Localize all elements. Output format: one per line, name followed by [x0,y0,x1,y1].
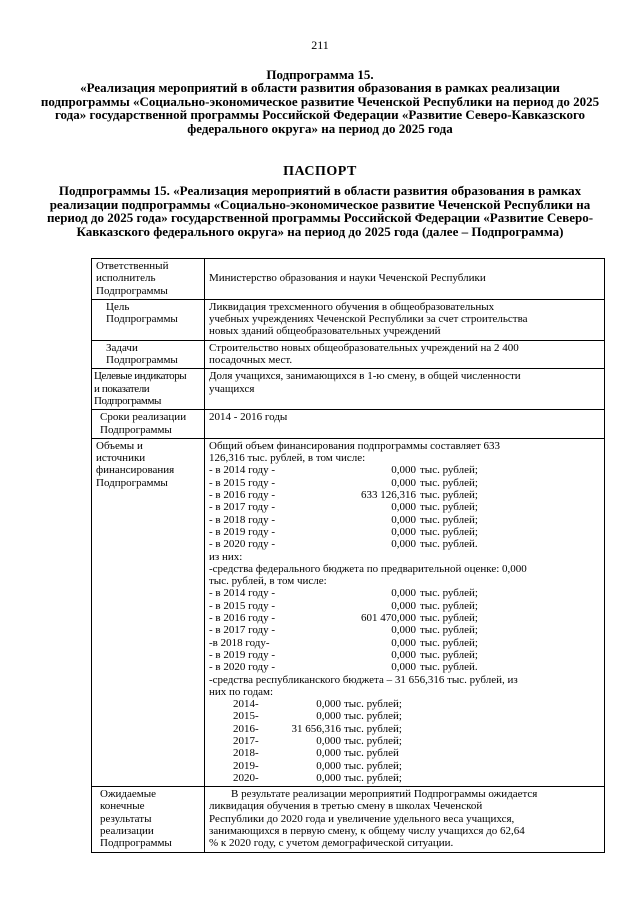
federal-intro-line: тыс. рублей, в том числе: [209,575,327,588]
label-line: Цель [106,300,130,313]
label-line: источники [96,452,146,465]
passport-heading: ПАСПОРТ [283,164,357,179]
year-label: - в 2016 году - [209,612,276,625]
amount-value: 0,000 [391,464,416,477]
year-label: - в 2015 году - [209,476,276,489]
regional-intro-line: -средства республиканского бюджета – 31 656,316 тыс. рублей, из [209,673,518,686]
unit-label: тыс. рублей; [420,489,478,502]
funding-year-row [209,747,600,759]
goal-line: новых зданий общеобразовательных учреждений [209,325,441,338]
label-line: Подпрограммы [96,476,168,489]
regional-by-year-list [209,698,600,784]
row-label [92,787,205,852]
amount-value: 0,000 [316,734,341,747]
row-executor [92,259,605,300]
label-line: Подпрограммы [100,837,172,850]
amount-value: 601 470,000 [361,612,416,625]
unit-label: тыс. рублей; [420,587,478,600]
funding-year-row [209,772,600,784]
year-label: - в 2017 году - [209,624,276,637]
amount-value: 0,000 [391,587,416,600]
funding-year-row [209,489,600,501]
funding-year-row [209,600,600,612]
unit-label: тыс. рублей; [420,648,478,661]
unit-label: тыс. рублей; [420,612,478,625]
label-line: Сроки реализации [100,411,187,424]
row-value [205,438,605,786]
label-line: Подпрограммы [100,423,172,436]
unit-label: тыс. рублей; [420,501,478,514]
row-value [205,340,605,369]
funding-year-row [209,649,600,661]
row-label [92,369,205,410]
row-label [92,259,205,300]
unit-label: тыс. рублей; [420,624,478,637]
goal-line: Ликвидация трехсменного обучения в общеобразовательных [209,300,495,313]
amount-value: 0,000 [316,759,341,772]
funding-year-row [209,698,600,710]
year-label: - в 2014 году - [209,464,276,477]
label-line: и показатели [94,382,150,395]
label-line: Подпрограммы [96,284,168,297]
executor-value: Министерство образования и науки Чеченской Республики [209,272,486,285]
results-line: Республики до 2020 года и увеличение удельного веса учащихся, [209,812,515,825]
results-line: ликвидация обучения в третью смену в школах Чеченской [209,800,483,813]
label-line: Подпрограммы [106,313,178,326]
year-label: - в 2016 году - [209,489,276,502]
regional-intro-line: них по годам: [209,685,274,698]
year-label: - в 2018 году - [209,513,276,526]
unit-label: тыс. рублей; [344,734,402,747]
funding-year-row [209,526,600,538]
amount-value: 0,000 [391,525,416,538]
terms-value: 2014 - 2016 годы [209,411,288,424]
indicators-line: Доля учащихся, занимающихся в 1-ю смену, в общей численности [209,370,521,383]
funding-year-row [209,760,600,772]
passport-table [91,258,605,853]
funding-year-row [209,538,600,550]
label-line: Ожидаемые [100,788,157,801]
unit-label: тыс. рублей; [420,525,478,538]
funding-year-row [209,637,600,649]
amount-value: 0,000 [391,661,416,674]
total-by-year-list [209,464,600,550]
row-goal [92,299,605,340]
unit-label: тыс. рублей; [344,698,402,711]
row-label [92,438,205,786]
funding-year-row [209,587,600,599]
row-tasks [92,340,605,369]
amount-value: 0,000 [391,599,416,612]
year-label: - в 2014 году - [209,587,276,600]
row-label [92,340,205,369]
row-funding [92,438,605,786]
funding-year-row [209,624,600,636]
amount-value: 0,000 [316,710,341,723]
subprogram-title: «Реализация мероприятий в области развития образования в рамках реализации подпрограммы «Социально-экономическое развитие Чеченской Республики на период до 2025 года» государственной программы Российской Федерации «Развитие Северо-Кавказского федерального округа» на период до 2025 года [40,80,600,136]
year-label: 2015- [233,710,259,723]
results-line: В результате реализации мероприятий Подпрограммы ожидается [231,788,538,801]
label-line: финансирования [96,464,175,477]
unit-label: тыс. рублей; [420,513,478,526]
tasks-line: Строительство новых общеобразовательных учреждений на 2 400 [209,341,519,354]
funding-year-row [209,477,600,489]
goal-line: учебных учреждениях Чеченской Республики за счет строительства [209,313,528,326]
of-which-label: из них: [209,550,243,563]
year-label: - в 2019 году - [209,648,276,661]
funding-year-row [209,501,600,513]
page-number: 211 [311,38,329,52]
passport-title: Подпрограммы 15. «Реализация мероприятий в области развития образования в рамках реализации подпрограммы «Социально-экономическое развитие Чеченской Республики на период до 2025 года» государственной программы Российской Федерации «Развитие Северо-Кавказского федерального округа» на период до 2025 года (далее – Подпрограмма) [46,183,594,239]
row-value [205,259,605,300]
federal-intro-line: -средства федерального бюджета по предварительной оценке: 0,000 [209,562,527,575]
year-label: -в 2018 году- [209,636,270,649]
row-label [92,299,205,340]
unit-label: тыс. рублей; [420,636,478,649]
unit-label: тыс. рублей; [344,710,402,723]
funding-year-row [209,735,600,747]
amount-value: 0,000 [391,476,416,489]
year-label: 2019- [233,759,259,772]
label-line: Задачи [106,341,138,354]
label-line: Объемы и [96,439,143,452]
year-label: - в 2020 году - [209,661,276,674]
year-label: - в 2020 году - [209,538,276,551]
row-value [205,299,605,340]
federal-by-year-list [209,587,600,673]
row-value [205,787,605,852]
unit-label: тыс. рублей; [344,771,402,784]
indicators-line: учащихся [209,382,255,395]
funding-intro-line: Общий объем финансирования подпрограммы составляет 633 [209,439,501,452]
amount-value: 0,000 [316,771,341,784]
funding-year-row [209,710,600,722]
row-terms [92,410,605,439]
year-label: - в 2019 году - [209,525,276,538]
year-label: - в 2017 году - [209,501,276,514]
row-value [205,410,605,439]
amount-value: 0,000 [391,501,416,514]
row-results [92,787,605,852]
tasks-line: посадочных мест. [209,354,293,367]
amount-value: 31 656,316 [291,722,341,735]
unit-label: тыс. рублей [344,747,399,760]
unit-label: тыс. рублей. [420,661,478,674]
subprogram-heading: Подпрограмма 15. [266,67,374,82]
amount-value: 0,000 [316,747,341,760]
amount-value: 0,000 [391,624,416,637]
funding-year-row [209,612,600,624]
year-label: 2014- [233,698,259,711]
amount-value: 0,000 [391,636,416,649]
label-line: Подпрограммы [106,354,178,367]
year-label: 2016- [233,722,259,735]
label-line: Ответственный [96,260,169,272]
amount-value: 0,000 [391,538,416,551]
unit-label: тыс. рублей; [344,759,402,772]
amount-value: 0,000 [391,513,416,526]
funding-year-row [209,464,600,476]
amount-value: 0,000 [316,698,341,711]
year-label: 2020- [233,771,259,784]
funding-year-row [209,723,600,735]
label-line: результаты [100,812,152,825]
unit-label: тыс. рублей; [420,476,478,489]
label-line: Подпрограммы [94,394,162,407]
funding-year-row [209,514,600,526]
funding-year-row [209,661,600,673]
label-line: Целевые индикаторы [94,370,187,383]
unit-label: тыс. рублей; [420,599,478,612]
row-value [205,369,605,410]
unit-label: тыс. рублей; [344,722,402,735]
row-label [92,410,205,439]
amount-value: 633 126,316 [361,489,416,502]
year-label: 2017- [233,734,259,747]
unit-label: тыс. рублей. [420,538,478,551]
year-label: 2018- [233,747,259,760]
year-label: - в 2015 году - [209,599,276,612]
results-line: занимающихся в первую смену, к общему числу учащихся до 62,64 [209,825,525,838]
label-line: реализации [100,825,154,838]
label-line: исполнитель [96,272,156,285]
amount-value: 0,000 [391,648,416,661]
results-line: % к 2020 году, с учетом демографической ситуации. [209,837,454,850]
funding-intro-line: 126,316 тыс. рублей, в том числе: [209,452,366,465]
unit-label: тыс. рублей; [420,464,478,477]
row-indicators [92,369,605,410]
label-line: конечные [100,800,145,813]
